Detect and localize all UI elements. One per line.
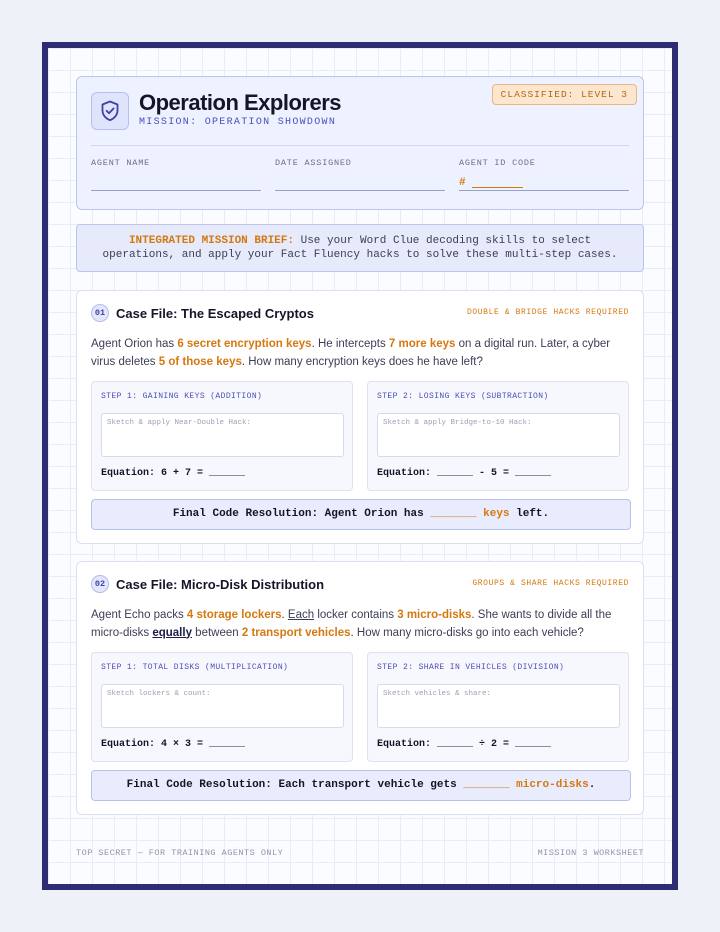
worksheet-page	[42, 42, 678, 890]
shield-check-icon	[91, 92, 129, 130]
story-text: Agent Orion has	[91, 338, 178, 350]
sketch-area[interactable]	[377, 684, 620, 728]
case-story	[91, 607, 631, 642]
agent-name-line	[91, 190, 261, 191]
sketch-area[interactable]	[377, 413, 620, 457]
final-code-resolution[interactable]	[91, 499, 631, 530]
date-assigned-line	[275, 190, 445, 191]
page-title: Operation Explorers	[139, 90, 342, 115]
equation-line[interactable]: Equation: ______ - 5 = ______	[377, 468, 552, 479]
sketch-placeholder: Sketch lockers & count:	[107, 690, 211, 698]
step-1-panel	[91, 652, 353, 762]
story-text: Agent Echo packs	[91, 609, 187, 621]
agent-id-label: AGENT ID CODE	[459, 158, 536, 168]
agent-name-field[interactable]	[91, 158, 261, 191]
resolution-blank: _______ micro-disks	[463, 779, 589, 791]
agent-name-label: AGENT NAME	[91, 158, 151, 168]
case-title: Case File: The Escaped Cryptos	[116, 306, 314, 321]
step-label: STEP 2: LOSING KEYS (SUBTRACTION)	[377, 392, 549, 401]
sketch-placeholder: Sketch vehicles & share:	[383, 690, 492, 698]
footer-worksheet-id: MISSION 3 WORKSHEET	[537, 848, 644, 858]
story-text: locker contains	[314, 609, 398, 621]
story-text: .	[281, 609, 288, 621]
agent-id-line	[459, 190, 629, 191]
brief-lead: INTEGRATED MISSION BRIEF:	[128, 235, 294, 247]
classified-badge: CLASSIFIED: LEVEL 3	[492, 84, 637, 105]
resolution-text: Final Code Resolution: Agent Orion has	[172, 508, 431, 520]
agent-id-field[interactable]	[459, 158, 629, 191]
case-title: Case File: Micro-Disk Distribution	[116, 577, 325, 592]
story-highlight: 2 transport vehicles	[241, 626, 351, 639]
header-divider	[91, 145, 629, 146]
story-text: . He intercepts	[311, 338, 389, 350]
story-highlight: 7 more keys	[388, 338, 456, 350]
story-text: . She wants to divide all the micro-disks	[91, 609, 612, 639]
step-label: STEP 2: SHARE IN VEHICLES (DIVISION)	[377, 663, 565, 672]
footer-confidential: TOP SECRET — FOR TRAINING AGENTS ONLY	[76, 848, 284, 858]
step-2-panel	[367, 652, 629, 762]
resolution-text: Final Code Resolution: Each transport vehicle gets	[126, 779, 464, 791]
story-text: . How many micro-disks go into each vehicle?	[350, 626, 584, 639]
case-hack-tag: GROUPS & SHARE HACKS REQUIRED	[472, 579, 629, 588]
case-number-badge: 01	[91, 304, 109, 322]
equation-line[interactable]: Equation: ______ ÷ 2 = ______	[377, 739, 552, 750]
case-story	[91, 336, 631, 371]
step-1-panel	[91, 381, 353, 491]
story-highlight: 5 of those keys	[158, 355, 242, 368]
resolution-blank: _______ keys	[430, 508, 510, 520]
step-2-panel	[367, 381, 629, 491]
story-underline: equally	[152, 626, 192, 639]
story-text: . How many encryption keys does he have left?	[241, 355, 483, 368]
sketch-placeholder: Sketch & apply Near-Double Hack:	[107, 419, 252, 427]
story-highlight: 6 secret encryption keys	[177, 338, 312, 350]
resolution-end: left.	[509, 508, 550, 520]
story-highlight: 4 storage lockers	[186, 609, 282, 621]
date-assigned-label: DATE ASSIGNED	[275, 158, 352, 168]
case-file-card	[76, 561, 644, 815]
step-label: STEP 1: GAINING KEYS (ADDITION)	[101, 392, 263, 401]
story-text: on a digital run. Later, a cyber virus deletes	[91, 338, 611, 368]
sketch-area[interactable]	[101, 413, 344, 457]
story-highlight: 3 micro-disks	[397, 609, 472, 621]
brief-text: Use your Word Clue decoding skills to select operations, and apply your Fact Fluency hacks to solve these multi-step cases.	[102, 235, 618, 261]
agent-id-prefix: #	[459, 177, 466, 189]
resolution-end: .	[588, 779, 596, 791]
date-assigned-field[interactable]	[275, 158, 445, 191]
case-number-badge: 02	[91, 575, 109, 593]
story-text: between	[191, 626, 242, 639]
mission-header	[76, 76, 644, 210]
equation-line[interactable]: Equation: 6 + 7 = ______	[101, 468, 246, 479]
sketch-area[interactable]	[101, 684, 344, 728]
mission-brief	[76, 224, 644, 272]
agent-id-blank	[472, 187, 523, 188]
sketch-placeholder: Sketch & apply Bridge-to-10 Hack:	[383, 419, 532, 427]
mission-subtitle: MISSION: OPERATION SHOWDOWN	[139, 117, 337, 128]
equation-line[interactable]: Equation: 4 × 3 = ______	[101, 739, 246, 750]
final-code-resolution[interactable]	[91, 770, 631, 801]
case-hack-tag: DOUBLE & BRIDGE HACKS REQUIRED	[466, 308, 629, 317]
step-label: STEP 1: TOTAL DISKS (MULTIPLICATION)	[101, 663, 289, 672]
story-underline: Each	[287, 609, 315, 621]
case-file-card	[76, 290, 644, 544]
